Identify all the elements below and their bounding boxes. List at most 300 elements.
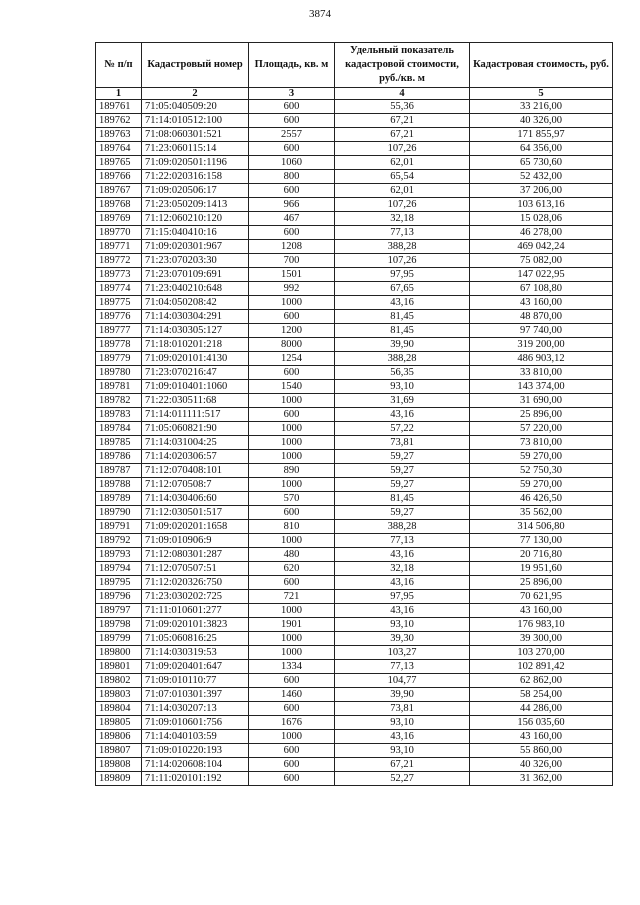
area-cell: 600	[249, 758, 335, 772]
unit-rate-cell: 67,21	[335, 758, 470, 772]
table-row	[96, 450, 613, 464]
area-cell: 600	[249, 366, 335, 380]
row-number-cell: 189786	[96, 450, 142, 464]
table-header	[96, 43, 613, 100]
row-number-cell: 189779	[96, 352, 142, 366]
table-row	[96, 198, 613, 212]
unit-rate-cell: 67,21	[335, 114, 470, 128]
table-row	[96, 408, 613, 422]
cadastral-value-cell: 19 951,60	[470, 562, 613, 576]
table-row	[96, 100, 613, 114]
row-number-cell: 189763	[96, 128, 142, 142]
row-number-cell: 189766	[96, 170, 142, 184]
row-number-cell: 189783	[96, 408, 142, 422]
cadastral-value-cell: 103 613,16	[470, 198, 613, 212]
table-row	[96, 296, 613, 310]
cadastral-number-cell: 71:23:040210:648	[142, 282, 249, 296]
header-row	[96, 43, 613, 88]
cadastral-number-cell: 71:22:030511:68	[142, 394, 249, 408]
unit-rate-cell: 77,13	[335, 226, 470, 240]
unit-rate-cell: 67,21	[335, 128, 470, 142]
cadastral-number-cell: 71:09:020101:3823	[142, 618, 249, 632]
row-number-cell: 189775	[96, 296, 142, 310]
cadastral-number-cell: 71:09:020301:967	[142, 240, 249, 254]
area-cell: 966	[249, 198, 335, 212]
cadastral-value-cell: 37 206,00	[470, 184, 613, 198]
cadastral-number-cell: 71:14:030305:127	[142, 324, 249, 338]
cadastral-number-cell: 71:09:020101:4130	[142, 352, 249, 366]
row-number-cell: 189808	[96, 758, 142, 772]
unit-rate-cell: 55,36	[335, 100, 470, 114]
unit-rate-cell: 43,16	[335, 730, 470, 744]
unit-rate-cell: 107,26	[335, 142, 470, 156]
cadastral-value-cell: 52 432,00	[470, 170, 613, 184]
area-cell: 721	[249, 590, 335, 604]
table-row	[96, 716, 613, 730]
area-cell: 810	[249, 520, 335, 534]
cadastral-value-cell: 73 810,00	[470, 436, 613, 450]
cadastral-number-cell: 71:14:040103:59	[142, 730, 249, 744]
area-cell: 1000	[249, 534, 335, 548]
area-cell: 600	[249, 114, 335, 128]
table-row	[96, 660, 613, 674]
area-cell: 1000	[249, 604, 335, 618]
cadastral-number-cell: 71:22:020316:158	[142, 170, 249, 184]
cadastral-number-cell: 71:04:050208:42	[142, 296, 249, 310]
table-row	[96, 394, 613, 408]
header-area: Площадь, кв. м	[249, 43, 335, 88]
table-row	[96, 730, 613, 744]
area-cell: 1460	[249, 688, 335, 702]
table-row	[96, 352, 613, 366]
cadastral-number-cell: 71:14:031004:25	[142, 436, 249, 450]
row-number-cell: 189809	[96, 772, 142, 786]
row-number-cell: 189765	[96, 156, 142, 170]
table-row	[96, 604, 613, 618]
unit-rate-cell: 43,16	[335, 576, 470, 590]
area-cell: 600	[249, 744, 335, 758]
cadastral-value-cell: 55 860,00	[470, 744, 613, 758]
table-row	[96, 268, 613, 282]
cadastral-value-cell: 44 286,00	[470, 702, 613, 716]
row-number-cell: 189792	[96, 534, 142, 548]
row-number-cell: 189799	[96, 632, 142, 646]
cadastral-number-cell: 71:23:060115:14	[142, 142, 249, 156]
cadastral-value-cell: 43 160,00	[470, 604, 613, 618]
cadastral-value-cell: 486 903,12	[470, 352, 613, 366]
cadastral-number-cell: 71:12:070408:101	[142, 464, 249, 478]
table-body	[96, 100, 613, 786]
cadastral-table	[95, 42, 613, 786]
table-row	[96, 142, 613, 156]
cadastral-value-cell: 58 254,00	[470, 688, 613, 702]
cadastral-value-cell: 43 160,00	[470, 730, 613, 744]
area-cell: 2557	[249, 128, 335, 142]
cadastral-number-cell: 71:12:080301:287	[142, 548, 249, 562]
row-number-cell: 189803	[96, 688, 142, 702]
table-row	[96, 380, 613, 394]
cadastral-number-cell: 71:05:040509:20	[142, 100, 249, 114]
area-cell: 620	[249, 562, 335, 576]
page-number: 3874	[309, 8, 331, 20]
cadastral-value-cell: 43 160,00	[470, 296, 613, 310]
area-cell: 600	[249, 310, 335, 324]
cadastral-value-cell: 57 220,00	[470, 422, 613, 436]
unit-rate-cell: 52,27	[335, 772, 470, 786]
area-cell: 1000	[249, 450, 335, 464]
table-row	[96, 702, 613, 716]
row-number-cell: 189804	[96, 702, 142, 716]
unit-rate-cell: 93,10	[335, 618, 470, 632]
table-row	[96, 562, 613, 576]
table-row	[96, 772, 613, 786]
cadastral-number-cell: 71:23:050209:1413	[142, 198, 249, 212]
table-row	[96, 170, 613, 184]
table-row	[96, 464, 613, 478]
cadastral-number-cell: 71:11:020101:192	[142, 772, 249, 786]
area-cell: 600	[249, 184, 335, 198]
area-cell: 1000	[249, 436, 335, 450]
unit-rate-cell: 32,18	[335, 212, 470, 226]
table-row	[96, 674, 613, 688]
table-row	[96, 548, 613, 562]
table-row	[96, 114, 613, 128]
row-number-cell: 189774	[96, 282, 142, 296]
area-cell: 1200	[249, 324, 335, 338]
unit-rate-cell: 77,13	[335, 534, 470, 548]
row-number-cell: 189772	[96, 254, 142, 268]
cadastral-number-cell: 71:05:060816:25	[142, 632, 249, 646]
cadastral-value-cell: 59 270,00	[470, 478, 613, 492]
table-row	[96, 590, 613, 604]
cadastral-number-cell: 71:09:010220:193	[142, 744, 249, 758]
area-cell: 1254	[249, 352, 335, 366]
row-number-cell: 189798	[96, 618, 142, 632]
cadastral-value-cell: 319 200,00	[470, 338, 613, 352]
cadastral-value-cell: 39 300,00	[470, 632, 613, 646]
area-cell: 600	[249, 674, 335, 688]
header-cadastral-number: Кадастровый номер	[142, 43, 249, 88]
cadastral-number-cell: 71:09:020201:1658	[142, 520, 249, 534]
cadastral-value-cell: 40 326,00	[470, 114, 613, 128]
area-cell: 1000	[249, 646, 335, 660]
unit-rate-cell: 97,95	[335, 590, 470, 604]
cadastral-value-cell: 156 035,60	[470, 716, 613, 730]
cadastral-number-cell: 71:08:060301:521	[142, 128, 249, 142]
unit-rate-cell: 59,27	[335, 464, 470, 478]
unit-rate-cell: 32,18	[335, 562, 470, 576]
row-number-cell: 189770	[96, 226, 142, 240]
cadastral-number-cell: 71:14:030319:53	[142, 646, 249, 660]
header-row-number: № п/п	[96, 43, 142, 88]
row-number-cell: 189793	[96, 548, 142, 562]
cadastral-value-cell: 469 042,24	[470, 240, 613, 254]
table-row	[96, 324, 613, 338]
row-number-cell: 189797	[96, 604, 142, 618]
unit-rate-cell: 67,65	[335, 282, 470, 296]
cadastral-value-cell: 103 270,00	[470, 646, 613, 660]
cadastral-number-cell: 71:14:020306:57	[142, 450, 249, 464]
row-number-cell: 189801	[96, 660, 142, 674]
unit-rate-cell: 39,90	[335, 338, 470, 352]
cadastral-number-cell: 71:14:020608:104	[142, 758, 249, 772]
cadastral-value-cell: 77 130,00	[470, 534, 613, 548]
area-cell: 600	[249, 408, 335, 422]
area-cell: 467	[249, 212, 335, 226]
unit-rate-cell: 62,01	[335, 156, 470, 170]
row-number-cell: 189784	[96, 422, 142, 436]
row-number-cell: 189778	[96, 338, 142, 352]
cadastral-value-cell: 48 870,00	[470, 310, 613, 324]
row-number-cell: 189800	[96, 646, 142, 660]
table-row	[96, 478, 613, 492]
table-row	[96, 156, 613, 170]
cadastral-value-cell: 62 862,00	[470, 674, 613, 688]
area-cell: 1501	[249, 268, 335, 282]
row-number-cell: 189768	[96, 198, 142, 212]
cadastral-number-cell: 71:12:020326:750	[142, 576, 249, 590]
cadastral-value-cell: 52 750,30	[470, 464, 613, 478]
area-cell: 600	[249, 506, 335, 520]
unit-rate-cell: 388,28	[335, 240, 470, 254]
row-number-cell: 189771	[96, 240, 142, 254]
unit-rate-cell: 43,16	[335, 296, 470, 310]
column-number: 3	[249, 88, 335, 100]
area-cell: 1000	[249, 730, 335, 744]
header-unit-rate: Удельный показатель кадастровой стоимости, руб./кв. м	[335, 43, 470, 88]
cadastral-value-cell: 31 690,00	[470, 394, 613, 408]
unit-rate-cell: 388,28	[335, 352, 470, 366]
cadastral-value-cell: 59 270,00	[470, 450, 613, 464]
table-row	[96, 184, 613, 198]
unit-rate-cell: 73,81	[335, 436, 470, 450]
unit-rate-cell: 97,95	[335, 268, 470, 282]
cadastral-number-cell: 71:23:070203:30	[142, 254, 249, 268]
area-cell: 1000	[249, 394, 335, 408]
row-number-cell: 189796	[96, 590, 142, 604]
cadastral-value-cell: 40 326,00	[470, 758, 613, 772]
table-row	[96, 212, 613, 226]
table-row	[96, 338, 613, 352]
cadastral-value-cell: 176 983,10	[470, 618, 613, 632]
row-number-cell: 189805	[96, 716, 142, 730]
table-row	[96, 618, 613, 632]
unit-rate-cell: 59,27	[335, 506, 470, 520]
area-cell: 570	[249, 492, 335, 506]
cadastral-value-cell: 314 506,80	[470, 520, 613, 534]
row-number-cell: 189807	[96, 744, 142, 758]
unit-rate-cell: 39,90	[335, 688, 470, 702]
unit-rate-cell: 93,10	[335, 380, 470, 394]
cadastral-number-cell: 71:12:060210:120	[142, 212, 249, 226]
cadastral-number-cell: 71:18:010201:218	[142, 338, 249, 352]
area-cell: 890	[249, 464, 335, 478]
cadastral-number-cell: 71:23:070109:691	[142, 268, 249, 282]
cadastral-number-cell: 71:14:010512:100	[142, 114, 249, 128]
unit-rate-cell: 59,27	[335, 478, 470, 492]
area-cell: 1208	[249, 240, 335, 254]
row-number-cell: 189780	[96, 366, 142, 380]
row-number-cell: 189788	[96, 478, 142, 492]
area-cell: 600	[249, 772, 335, 786]
column-number: 2	[142, 88, 249, 100]
area-cell: 1901	[249, 618, 335, 632]
unit-rate-cell: 62,01	[335, 184, 470, 198]
area-cell: 1000	[249, 422, 335, 436]
cadastral-number-cell: 71:14:030406:60	[142, 492, 249, 506]
unit-rate-cell: 93,10	[335, 716, 470, 730]
cadastral-number-cell: 71:12:070507:51	[142, 562, 249, 576]
table-row	[96, 226, 613, 240]
unit-rate-cell: 65,54	[335, 170, 470, 184]
cadastral-value-cell: 31 362,00	[470, 772, 613, 786]
row-number-cell: 189790	[96, 506, 142, 520]
row-number-cell: 189789	[96, 492, 142, 506]
cadastral-number-cell: 71:11:010601:277	[142, 604, 249, 618]
table-row	[96, 436, 613, 450]
table-row	[96, 128, 613, 142]
area-cell: 480	[249, 548, 335, 562]
row-number-cell: 189773	[96, 268, 142, 282]
row-number-cell: 189764	[96, 142, 142, 156]
row-number-cell: 189791	[96, 520, 142, 534]
row-number-cell: 189795	[96, 576, 142, 590]
table-row	[96, 506, 613, 520]
table-row	[96, 520, 613, 534]
unit-rate-cell: 81,45	[335, 324, 470, 338]
unit-rate-cell: 388,28	[335, 520, 470, 534]
cadastral-value-cell: 67 108,80	[470, 282, 613, 296]
table-row	[96, 758, 613, 772]
table-row	[96, 492, 613, 506]
cadastral-number-cell: 71:23:070216:47	[142, 366, 249, 380]
table-row	[96, 310, 613, 324]
cadastral-value-cell: 102 891,42	[470, 660, 613, 674]
row-number-cell: 189769	[96, 212, 142, 226]
cadastral-number-cell: 71:09:010601:756	[142, 716, 249, 730]
cadastral-value-cell: 65 730,60	[470, 156, 613, 170]
column-number: 4	[335, 88, 470, 100]
cadastral-value-cell: 46 278,00	[470, 226, 613, 240]
cadastral-value-cell: 25 896,00	[470, 408, 613, 422]
unit-rate-cell: 56,35	[335, 366, 470, 380]
area-cell: 600	[249, 100, 335, 114]
unit-rate-cell: 31,69	[335, 394, 470, 408]
cadastral-value-cell: 46 426,50	[470, 492, 613, 506]
table-row	[96, 534, 613, 548]
cadastral-number-cell: 71:09:010110:77	[142, 674, 249, 688]
unit-rate-cell: 77,13	[335, 660, 470, 674]
unit-rate-cell: 43,16	[335, 408, 470, 422]
cadastral-value-cell: 33 216,00	[470, 100, 613, 114]
table-row	[96, 576, 613, 590]
cadastral-value-cell: 70 621,95	[470, 590, 613, 604]
area-cell: 1540	[249, 380, 335, 394]
unit-rate-cell: 93,10	[335, 744, 470, 758]
unit-rate-cell: 107,26	[335, 254, 470, 268]
table-row	[96, 366, 613, 380]
unit-rate-cell: 81,45	[335, 310, 470, 324]
area-cell: 600	[249, 576, 335, 590]
unit-rate-cell: 104,77	[335, 674, 470, 688]
area-cell: 800	[249, 170, 335, 184]
row-number-cell: 189785	[96, 436, 142, 450]
area-cell: 1000	[249, 632, 335, 646]
area-cell: 600	[249, 142, 335, 156]
row-number-cell: 189761	[96, 100, 142, 114]
cadastral-value-cell: 35 562,00	[470, 506, 613, 520]
area-cell: 8000	[249, 338, 335, 352]
cadastral-number-cell: 71:14:030304:291	[142, 310, 249, 324]
row-number-cell: 189762	[96, 114, 142, 128]
cadastral-number-cell: 71:09:010906:9	[142, 534, 249, 548]
cadastral-number-cell: 71:15:040410:16	[142, 226, 249, 240]
table-row	[96, 254, 613, 268]
unit-rate-cell: 59,27	[335, 450, 470, 464]
cadastral-number-cell: 71:05:060821:90	[142, 422, 249, 436]
row-number-cell: 189806	[96, 730, 142, 744]
row-number-cell: 189767	[96, 184, 142, 198]
table-row	[96, 646, 613, 660]
table-row	[96, 282, 613, 296]
cadastral-number-cell: 71:12:070508:7	[142, 478, 249, 492]
column-number: 5	[470, 88, 613, 100]
unit-rate-cell: 57,22	[335, 422, 470, 436]
cadastral-number-cell: 71:12:030501:517	[142, 506, 249, 520]
cadastral-number-cell: 71:07:010301:397	[142, 688, 249, 702]
cadastral-value-cell: 15 028,06	[470, 212, 613, 226]
table-row	[96, 744, 613, 758]
row-number-cell: 189777	[96, 324, 142, 338]
header-cadastral-value: Кадастровая стоимость, руб.	[470, 43, 613, 88]
area-cell: 700	[249, 254, 335, 268]
unit-rate-cell: 39,30	[335, 632, 470, 646]
cadastral-value-cell: 75 082,00	[470, 254, 613, 268]
area-cell: 1000	[249, 478, 335, 492]
cadastral-value-cell: 64 356,00	[470, 142, 613, 156]
cadastral-value-cell: 20 716,80	[470, 548, 613, 562]
cadastral-number-cell: 71:14:011111:517	[142, 408, 249, 422]
area-cell: 1000	[249, 296, 335, 310]
cadastral-number-cell: 71:09:010401:1060	[142, 380, 249, 394]
area-cell: 992	[249, 282, 335, 296]
cadastral-number-cell: 71:09:020401:647	[142, 660, 249, 674]
row-number-cell: 189781	[96, 380, 142, 394]
row-number-cell: 189776	[96, 310, 142, 324]
area-cell: 1060	[249, 156, 335, 170]
cadastral-value-cell: 143 374,00	[470, 380, 613, 394]
row-number-cell: 189802	[96, 674, 142, 688]
cadastral-number-cell: 71:14:030207:13	[142, 702, 249, 716]
unit-rate-cell: 81,45	[335, 492, 470, 506]
table-row	[96, 632, 613, 646]
area-cell: 600	[249, 226, 335, 240]
table-row	[96, 688, 613, 702]
row-number-cell: 189794	[96, 562, 142, 576]
row-number-cell: 189782	[96, 394, 142, 408]
unit-rate-cell: 103,27	[335, 646, 470, 660]
unit-rate-cell: 73,81	[335, 702, 470, 716]
area-cell: 1676	[249, 716, 335, 730]
unit-rate-cell: 107,26	[335, 198, 470, 212]
column-number: 1	[96, 88, 142, 100]
area-cell: 600	[249, 702, 335, 716]
cadastral-value-cell: 147 022,95	[470, 268, 613, 282]
cadastral-number-cell: 71:23:030202:725	[142, 590, 249, 604]
table-row	[96, 240, 613, 254]
unit-rate-cell: 43,16	[335, 548, 470, 562]
area-cell: 1334	[249, 660, 335, 674]
